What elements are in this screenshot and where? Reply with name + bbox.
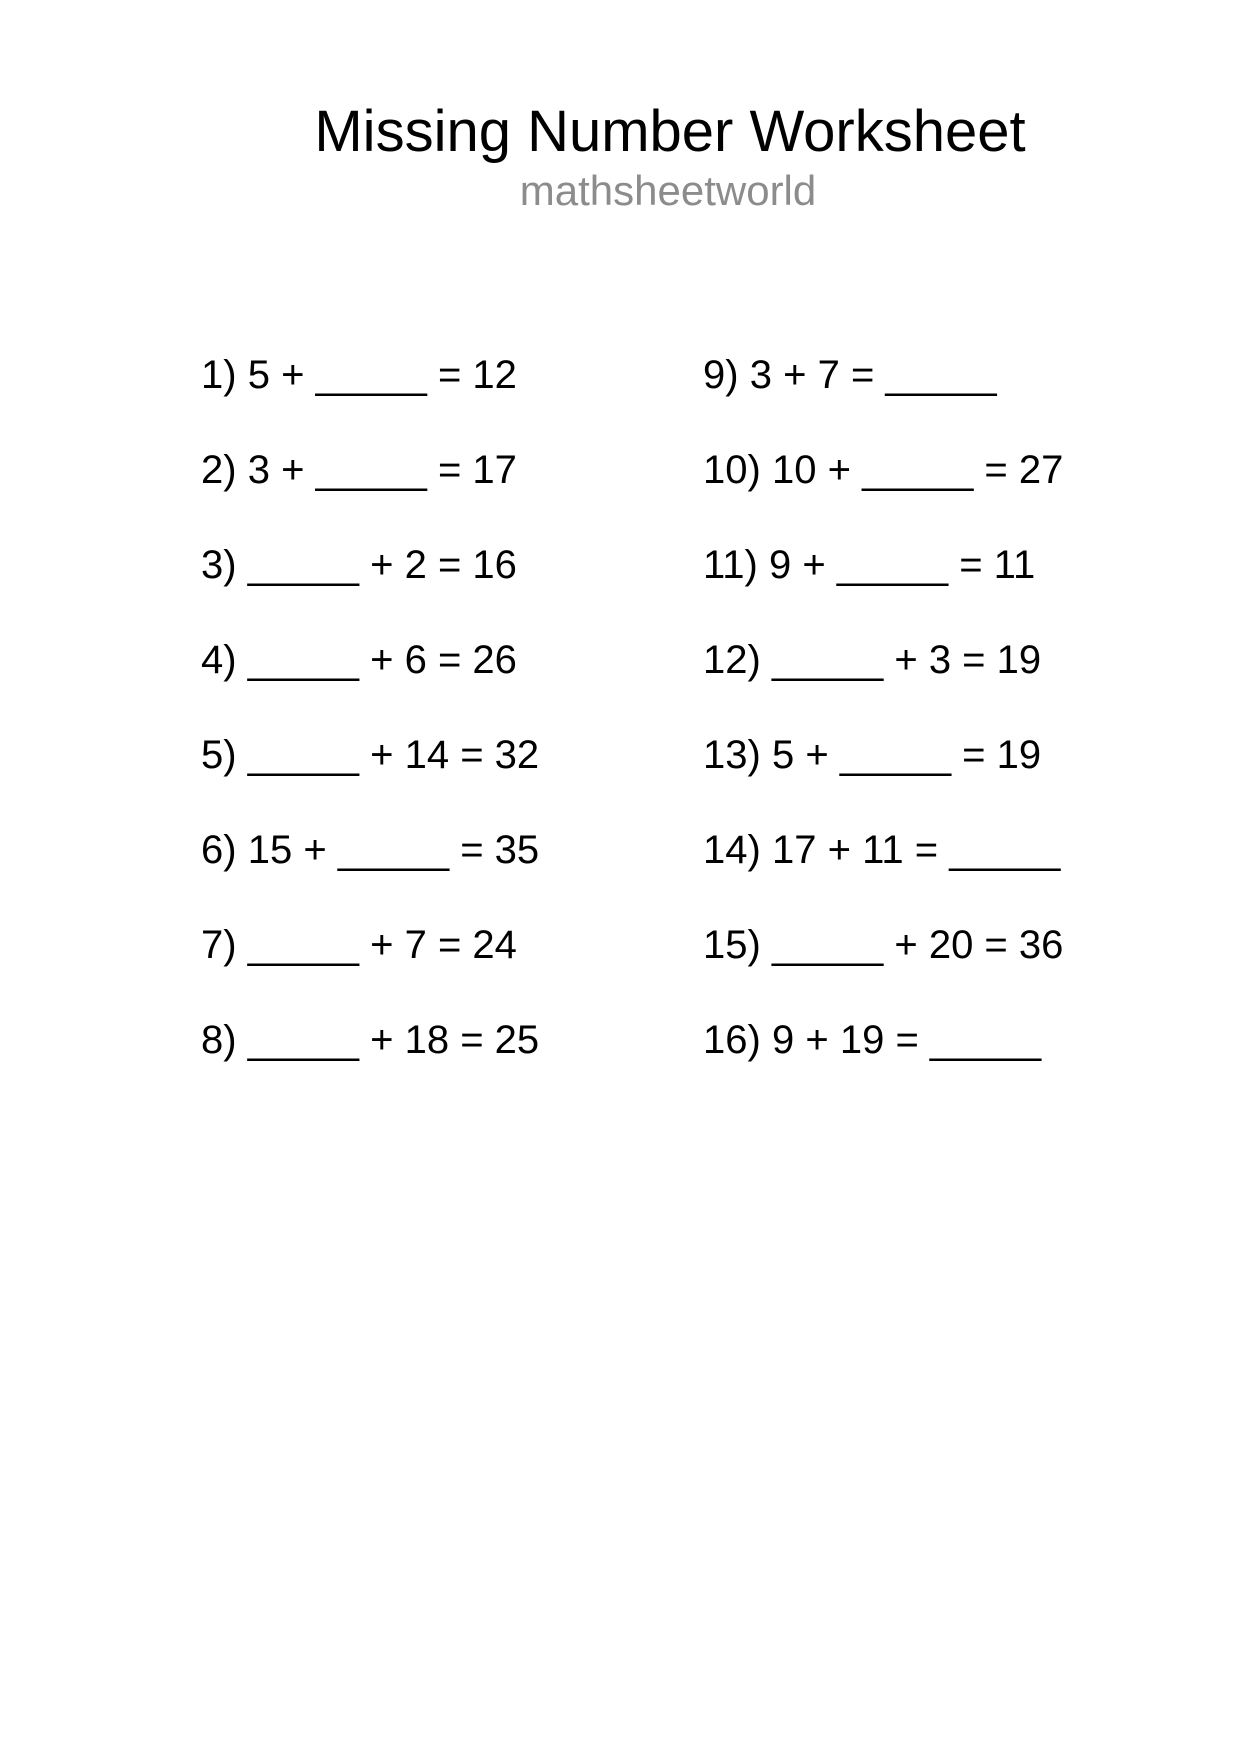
problem-number: 13)	[703, 732, 761, 777]
problem-number: 3)	[201, 542, 237, 587]
problem-expression: _____ + 20 = 36	[772, 922, 1064, 967]
problems-column-right	[703, 327, 1063, 1087]
problem-13	[703, 707, 1063, 802]
problem-expression: 9 + _____ = 11	[769, 542, 1036, 587]
problem-10	[703, 422, 1063, 517]
problem-expression: 5 + _____ = 19	[772, 732, 1042, 777]
problem-expression: 9 + 19 = _____	[772, 1017, 1042, 1062]
problems-column-left	[201, 327, 539, 1087]
problem-expression: 15 + _____ = 35	[247, 827, 540, 872]
problem-number: 15)	[703, 922, 761, 967]
problem-6	[201, 802, 539, 897]
problem-number: 5)	[201, 732, 237, 777]
problem-8	[201, 992, 539, 1087]
problem-4	[201, 612, 539, 707]
problem-number: 2)	[201, 447, 237, 492]
problem-expression: _____ + 7 = 24	[247, 922, 517, 967]
problem-number: 16)	[703, 1017, 761, 1062]
problem-7	[201, 897, 539, 992]
problem-12	[703, 612, 1063, 707]
problem-number: 9)	[703, 352, 739, 397]
problem-expression: _____ + 18 = 25	[247, 1017, 540, 1062]
problem-16	[703, 992, 1063, 1087]
problem-expression: 5 + _____ = 12	[247, 352, 517, 397]
problem-number: 14)	[703, 827, 761, 872]
problem-14	[703, 802, 1063, 897]
problem-1	[201, 327, 539, 422]
problem-number: 7)	[201, 922, 237, 967]
problem-15	[703, 897, 1063, 992]
problem-expression: 3 + _____ = 17	[247, 447, 517, 492]
problem-number: 8)	[201, 1017, 237, 1062]
problem-expression: _____ + 2 = 16	[247, 542, 517, 587]
problem-number: 6)	[201, 827, 237, 872]
problem-number: 12)	[703, 637, 761, 682]
problem-9	[703, 327, 1063, 422]
problem-expression: _____ + 14 = 32	[247, 732, 540, 777]
problem-expression: 10 + _____ = 27	[772, 447, 1064, 492]
page-subtitle: mathsheetworld	[519, 167, 817, 214]
problem-number: 4)	[201, 637, 237, 682]
problem-expression: _____ + 6 = 26	[247, 637, 517, 682]
problem-2	[201, 422, 539, 517]
page-title: Missing Number Worksheet	[314, 99, 1026, 164]
problem-expression: 17 + 11 = _____	[772, 827, 1061, 872]
problem-11	[703, 517, 1063, 612]
problem-number: 1)	[201, 352, 237, 397]
problem-number: 11)	[703, 542, 758, 587]
problem-3	[201, 517, 539, 612]
problem-expression: 3 + 7 = _____	[749, 352, 997, 397]
problem-expression: _____ + 3 = 19	[772, 637, 1042, 682]
problem-5	[201, 707, 539, 802]
problem-number: 10)	[703, 447, 761, 492]
